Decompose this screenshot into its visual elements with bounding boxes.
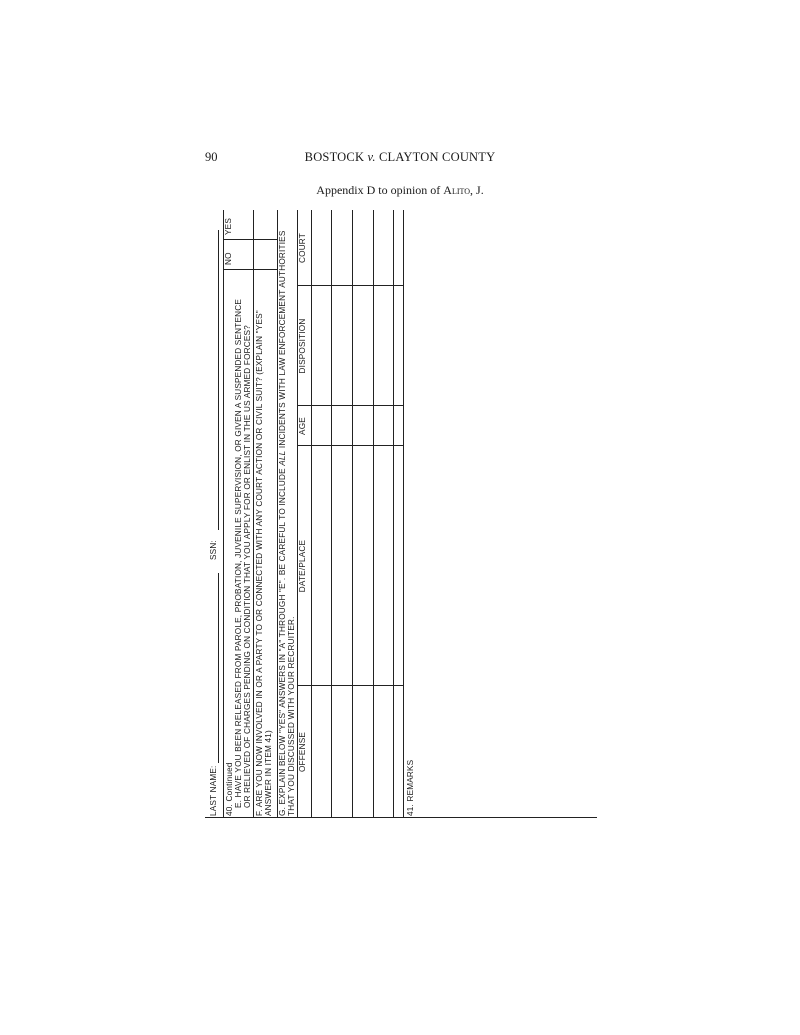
last-name-line [218,573,219,763]
question-e: E. HAVE YOU BEEN RELEASED FROM PAROLE, PROBATION, JUVENILE SUPERVISION, OR GIVEN A SUSPENDED SENTENCE OR RELIEVED OF CHARGES PENDING ON CONDITION THAT YOU APPLY FOR OR ENLIST IN THE US ARMED FORCES? [234,299,252,808]
table-row [352,210,353,818]
offense-header: OFFENSE [298,731,307,773]
question-e-row [223,210,254,818]
question-f: F. ARE YOU NOW INVOLVED IN OR A PARTY TO OR CONNECTED WITH ANY COURT ACTION OR CIVIL SUIT? (EXPLAIN "YES" ANSWER IN ITEM 41) [255,310,273,816]
running-head: BOSTOCK v. CLAYTON COUNTY [304,150,496,164]
ssn-line [218,230,219,530]
court-header: COURT [298,233,307,263]
table-row [393,210,394,818]
question-f-row [253,210,278,818]
remarks-label: 41. REMARKS [406,759,415,816]
form [205,210,597,818]
no-yes-columns [223,210,253,270]
incidents-table [297,210,403,818]
yes-label: YES [224,218,233,235]
question-g: G. EXPLAIN BELOW "YES" ANSWERS IN "A" THROUGH "E". BE CAREFUL TO INCLUDE ALL INCIDENTS WITH LAW ENFORCEMENT AUTHORITIES THAT YOU DISCUSSED WITH YOUR RECRUITER. [278,230,296,816]
table-row [373,210,374,818]
no-label: NO [224,252,233,265]
table-row [311,210,312,818]
name-row [205,210,224,818]
disposition-header: DISPOSITION [298,318,307,374]
form-left-border [205,817,597,818]
remarks-section [403,210,598,818]
continued-label: 40. Continued [225,762,234,816]
table-row [331,210,332,818]
question-g-row [277,210,298,818]
ssn-label: SSN: [209,540,218,560]
appendix-caption: Appendix D to opinion of Alito, J. [316,183,484,197]
page-number: 90 [205,150,218,164]
last-name-label: LAST NAME: [209,765,218,816]
date-place-header: DATE/PLACE [298,539,307,593]
page-header [0,150,800,174]
rotated-form-image [205,210,597,818]
age-header: AGE [298,417,307,435]
